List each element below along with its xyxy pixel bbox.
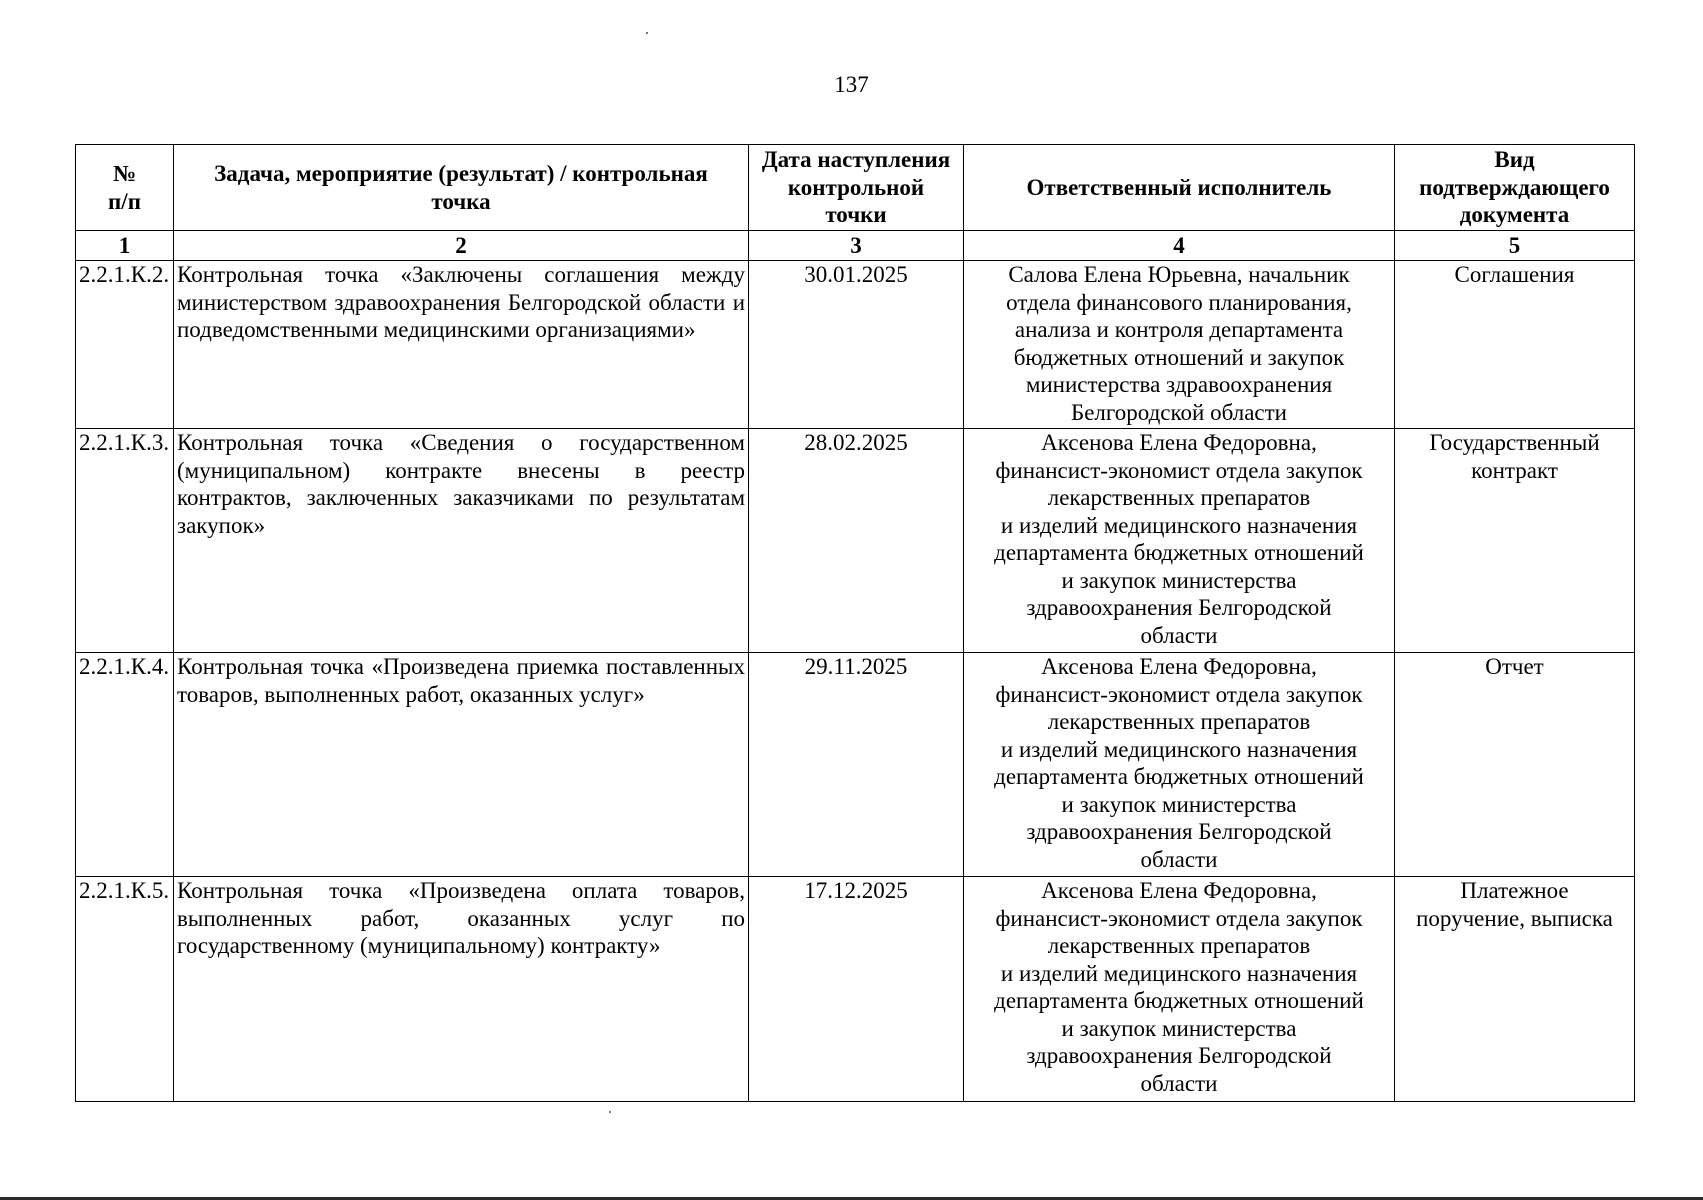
table-row	[76, 429, 1635, 653]
row-task: Контрольная точка «Произведена оплата товаров, выполненных работ, оказанных услуг по государственному (муниципальному) контракту»	[174, 877, 749, 1102]
row-document: Соглашения	[1395, 261, 1635, 429]
scan-speck	[609, 1111, 611, 1113]
row-task: Контрольная точка «Произведена приемка поставленных товаров, выполненных работ, оказанных услуг»	[174, 653, 749, 877]
row-document: Государственный контракт	[1395, 429, 1635, 653]
row-number: 2.2.1.К.5.	[76, 877, 174, 1102]
table-row	[76, 261, 1635, 429]
column-numbers-row	[76, 231, 1635, 261]
row-date: 28.02.2025	[749, 429, 964, 653]
page-number: 137	[834, 72, 869, 97]
scan-speck	[646, 32, 648, 34]
row-task: Контрольная точка «Заключены соглашения между министерством здравоохранения Белгородской области и подведомственными медицинскими организациями»	[174, 261, 749, 429]
column-number: 1	[76, 231, 174, 261]
table-row	[76, 877, 1635, 1102]
row-document: Отчет	[1395, 653, 1635, 877]
row-number: 2.2.1.К.4.	[76, 653, 174, 877]
row-responsible: Аксенова Елена Федоровна, финансист-экономист отдела закупок лекарственных препаратов и изделий медицинского назначения департамента бюджетных отношений и закупок министерства здравоохранения Белгородской области	[964, 429, 1395, 653]
header-task: Задача, мероприятие (результат) / контрольная точка	[174, 145, 749, 231]
row-responsible: Аксенова Елена Федоровна, финансист-экономист отдела закупок лекарственных препаратов и изделий медицинского назначения департамента бюджетных отношений и закупок министерства здравоохранения Белгородской области	[964, 653, 1395, 877]
row-number: 2.2.1.К.3.	[76, 429, 174, 653]
header-date: Дата наступления контрольной точки	[749, 145, 964, 231]
control-points-table	[75, 144, 1635, 1102]
row-date: 30.01.2025	[749, 261, 964, 429]
row-document: Платежное поручение, выписка	[1395, 877, 1635, 1102]
header-number: № п/п	[76, 145, 174, 231]
column-number: 4	[964, 231, 1395, 261]
column-number: 3	[749, 231, 964, 261]
header-responsible: Ответственный исполнитель	[964, 145, 1395, 231]
row-responsible: Салова Елена Юрьевна, начальник отдела финансового планирования, анализа и контроля департамента бюджетных отношений и закупок министерства здравоохранения Белгородской области	[964, 261, 1395, 429]
row-date: 29.11.2025	[749, 653, 964, 877]
header-document: Вид подтверждающего документа	[1395, 145, 1635, 231]
row-number: 2.2.1.К.2.	[76, 261, 174, 429]
row-date: 17.12.2025	[749, 877, 964, 1102]
column-number: 5	[1395, 231, 1635, 261]
row-task: Контрольная точка «Сведения о государственном (муниципальном) контракте внесены в реестр контрактов, заключенных заказчиками по результатам закупок»	[174, 429, 749, 653]
column-number: 2	[174, 231, 749, 261]
row-responsible: Аксенова Елена Федоровна, финансист-экономист отдела закупок лекарственных препаратов и изделий медицинского назначения департамента бюджетных отношений и закупок министерства здравоохранения Белгородской области	[964, 877, 1395, 1102]
table-row	[76, 653, 1635, 877]
table-header-row	[76, 145, 1635, 231]
